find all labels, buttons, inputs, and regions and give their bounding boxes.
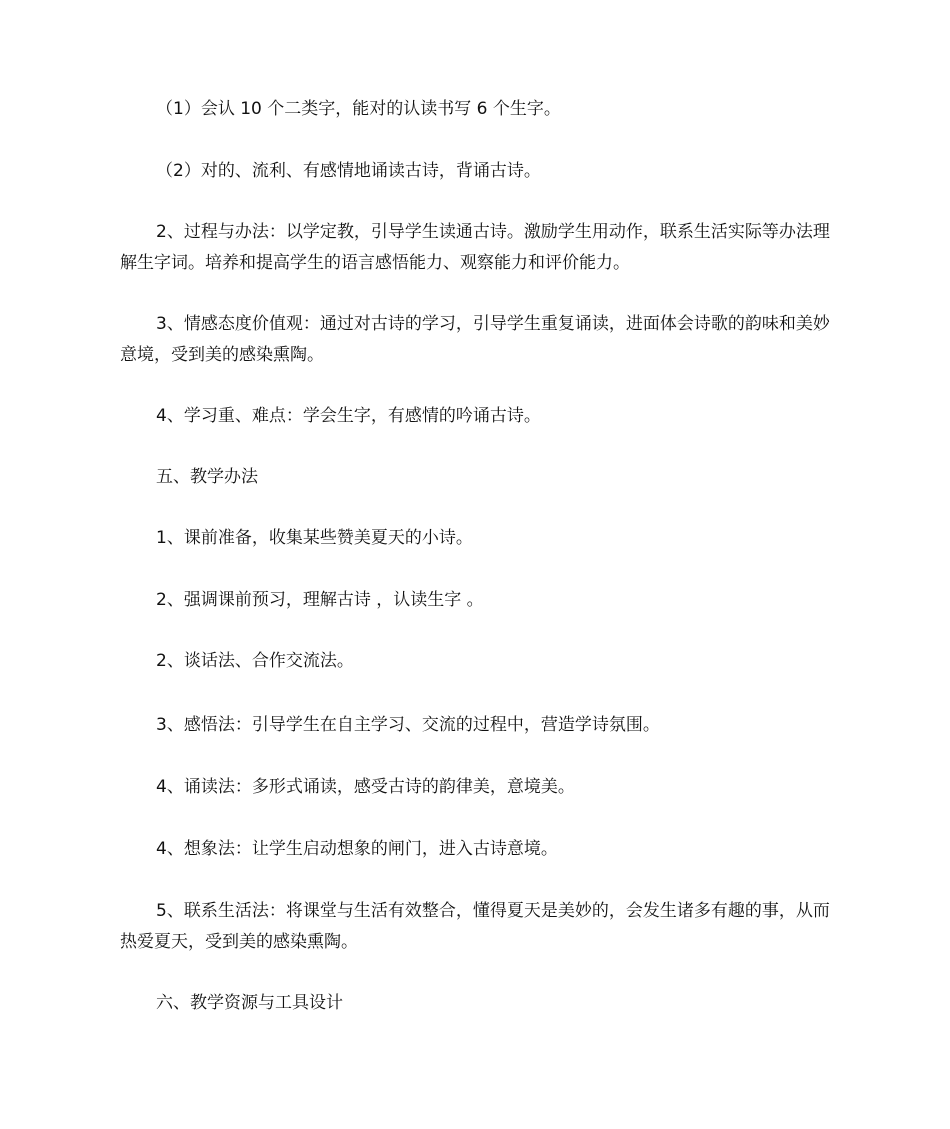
paragraph-process-method: 2、过程与办法：以学定教，引导学生读通古诗。激励学生用动作，联系生活实际等办法理解生字词。培养和提高学生的语言感悟能力、观察能力和评价能力。 [120,222,830,273]
paragraph-method-3: 2、谈话法、合作交流法。 [156,651,354,671]
paragraph-method-7: 5、联系生活法：将课堂与生活有效整合，懂得夏天是美妙的，会发生诸多有趣的事，从而热爱夏天，受到美的感染熏陶。 [120,901,830,952]
paragraph-emotion-values: 3、情感态度价值观：通过对古诗的学习，引导学生重复诵读，进面体会诗歌的韵味和美妙意境，受到美的感染熏陶。 [120,314,830,365]
paragraph-objective-2: （2）对的、流利、有感情地诵读古诗，背诵古诗。 [156,161,541,181]
paragraph-method-4: 3、感悟法：引导学生在自主学习、交流的过程中，营造学诗氛围。 [156,715,660,735]
section-heading-resources-tools: 六、教学资源与工具设计 [156,993,343,1013]
paragraph-method-2: 2、强调课前预习，理解古诗 ，认读生字 。 [156,590,484,610]
paragraph-objective-1: （1）会认 10 个二类字，能对的认读书写 6 个生字。 [156,99,561,119]
section-heading-teaching-methods: 五、教学办法 [156,467,258,487]
paragraph-method-5: 4、诵读法：多形式诵读，感受古诗的韵律美，意境美。 [156,777,575,797]
paragraph-method-6: 4、想象法：让学生启动想象的闸门，进入古诗意境。 [156,839,558,859]
paragraph-method-1: 1、课前准备，收集某些赞美夏天的小诗。 [156,528,473,548]
paragraph-key-points: 4、学习重、难点：学会生字，有感情的吟诵古诗。 [156,406,541,426]
